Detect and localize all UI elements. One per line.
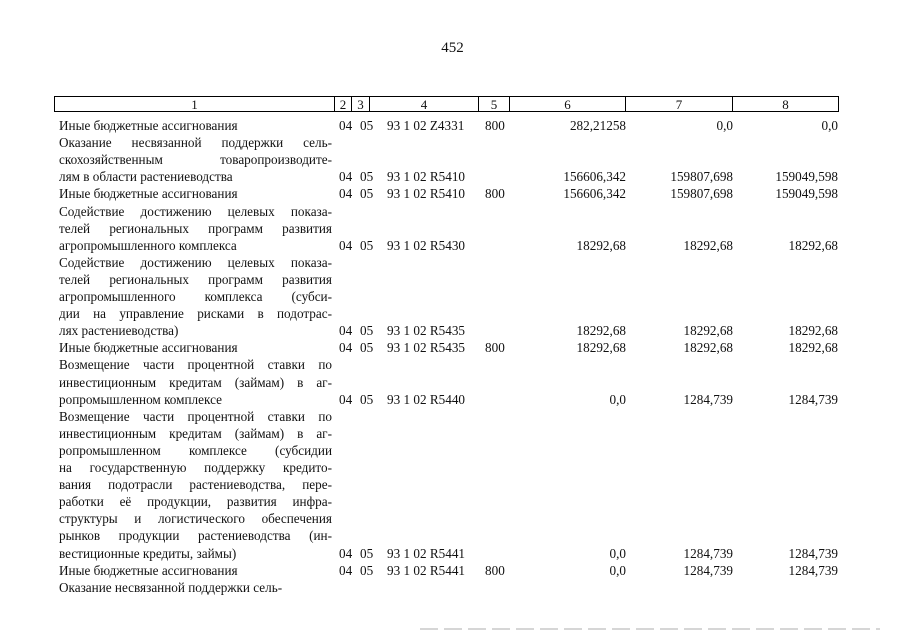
cell-col-8: 1284,739 (788, 545, 838, 561)
row-description-line: Возмещение части процентной ставки по (59, 357, 332, 373)
page-number: 452 (441, 40, 464, 56)
cell-col-4: 93 1 02 Z4331 (387, 118, 465, 133)
cell-col-7: 18292,68 (683, 340, 733, 356)
cell-col-7: 1284,739 (683, 391, 733, 407)
row-description-line: Иные бюджетные ассигнования (59, 118, 238, 133)
row-description-line: Содействие достижению целевых показа- (59, 203, 332, 219)
row-description-line: ропромышленном комплексе (59, 391, 222, 407)
row-description-line: лях растениеводства) (59, 323, 179, 339)
row-description-line: инвестиционным кредитам (займам) в аг- (59, 425, 332, 441)
cell-col-6: 0,0 (609, 562, 626, 578)
row-description-line: работки её продукции, развития инфра- (59, 494, 332, 510)
cell-col-7: 18292,68 (683, 237, 733, 253)
cell-col-4: 93 1 02 R5410 (387, 186, 466, 202)
cell-col-4: 93 1 02 R5435 (387, 323, 466, 339)
row-description-line: телей региональных программ развития (59, 271, 332, 287)
cell-col-3: 05 (360, 340, 374, 356)
row-description-line: структуры и логистического обеспечения (59, 511, 332, 527)
cell-col-8: 159049,598 (775, 169, 838, 185)
header-cell-6: 6 (509, 96, 626, 112)
row-description-line: Возмещение части процентной ставки по (59, 408, 332, 424)
row-description-line: скохозяйственным товаропроизводите- (59, 152, 332, 168)
cell-col-8: 1284,739 (788, 562, 838, 578)
row-description-line: Иные бюджетные ассигнования (59, 340, 238, 356)
cell-col-3: 05 (360, 323, 374, 339)
cell-col-6: 0,0 (609, 391, 626, 407)
cell-col-4: 93 1 02 R5435 (387, 340, 466, 356)
cell-col-7: 1284,739 (683, 562, 733, 578)
header-cell-8: 8 (732, 96, 839, 112)
cell-col-8: 0,0 (821, 118, 838, 133)
cell-col-6: 156606,342 (563, 186, 626, 202)
cell-col-2: 04 (339, 186, 353, 202)
cell-col-8: 18292,68 (788, 237, 838, 253)
table-header (54, 96, 839, 113)
cell-col-2: 04 (339, 562, 353, 578)
row-description-line: Оказание несвязанной поддержки сель- (59, 135, 332, 151)
cell-col-4: 93 1 02 R5441 (387, 562, 466, 578)
header-cell-2: 2 (334, 96, 352, 112)
cell-col-3: 05 (360, 391, 374, 407)
cell-col-6: 18292,68 (576, 323, 626, 339)
row-description-line: вестиционные кредиты, займы) (59, 545, 237, 561)
cell-col-3: 05 (360, 237, 374, 253)
cell-col-3: 05 (360, 562, 374, 578)
cell-col-2: 04 (339, 169, 353, 185)
row-description-line: Иные бюджетные ассигнования (59, 186, 238, 202)
cell-col-2: 04 (339, 545, 353, 561)
cell-col-7: 1284,739 (683, 545, 733, 561)
cell-col-4: 93 1 02 R5430 (387, 237, 466, 253)
row-description-line: лям в области растениеводства (59, 169, 233, 185)
cell-col-3: 05 (360, 545, 374, 561)
cell-col-7: 159807,698 (670, 169, 733, 185)
cell-col-8: 18292,68 (788, 340, 838, 356)
row-description-line: агропромышленного комплекса (субси- (59, 289, 332, 304)
row-description-line: дии на управление рисками в подотрас- (59, 306, 332, 322)
cell-col-6: 0,0 (609, 545, 626, 561)
scan-artifact (420, 628, 880, 630)
cell-col-3: 05 (360, 169, 374, 185)
row-description-line: Иные бюджетные ассигнования (59, 562, 238, 578)
header-cell-4: 4 (369, 96, 479, 112)
cell-col-6: 18292,68 (576, 340, 626, 356)
cell-col-5: 800 (485, 186, 505, 202)
cell-col-5: 800 (485, 118, 505, 133)
row-description-line: рынков продукции растениеводства (ин- (59, 528, 332, 544)
cell-col-7: 159807,698 (670, 186, 733, 202)
row-description-line: агропромышленного комплекса (59, 237, 237, 253)
cell-col-4: 93 1 02 R5441 (387, 545, 466, 561)
cell-col-2: 04 (339, 118, 353, 133)
row-description-line: вания подотрасли растениеводства, пере- (59, 477, 332, 493)
header-cell-7: 7 (625, 96, 733, 112)
cell-col-8: 18292,68 (788, 323, 838, 339)
cell-col-3: 05 (360, 118, 374, 133)
cell-col-3: 05 (360, 186, 374, 202)
cell-col-8: 1284,739 (788, 391, 838, 407)
row-description-line: ропромышленном комплексе (субсидии (59, 442, 332, 458)
cell-col-5: 800 (485, 562, 505, 578)
row-description-line: на государственную поддержку кредито- (59, 460, 332, 475)
cell-col-5: 800 (485, 340, 505, 356)
cell-col-6: 18292,68 (576, 237, 626, 253)
cell-col-7: 0,0 (716, 118, 733, 133)
cell-col-2: 04 (339, 323, 353, 339)
header-cell-5: 5 (478, 96, 510, 112)
cell-col-6: 282,21258 (569, 118, 626, 133)
row-description-line: Содействие достижению целевых показа- (59, 254, 332, 270)
cell-col-7: 18292,68 (683, 323, 733, 339)
cell-col-2: 04 (339, 391, 353, 407)
cell-col-6: 156606,342 (563, 169, 626, 185)
cell-col-8: 159049,598 (775, 186, 838, 202)
header-cell-1: 1 (54, 96, 335, 112)
row-description-line: телей региональных программ развития (59, 220, 332, 236)
header-cell-3: 3 (351, 96, 370, 112)
row-description-line: Оказание несвязанной поддержки сель- (59, 579, 283, 595)
cell-col-2: 04 (339, 237, 353, 253)
cell-col-2: 04 (339, 340, 353, 356)
cell-col-4: 93 1 02 R5440 (387, 391, 466, 407)
cell-col-4: 93 1 02 R5410 (387, 169, 466, 185)
row-description-line: инвестиционным кредитам (займам) в аг- (59, 374, 332, 390)
